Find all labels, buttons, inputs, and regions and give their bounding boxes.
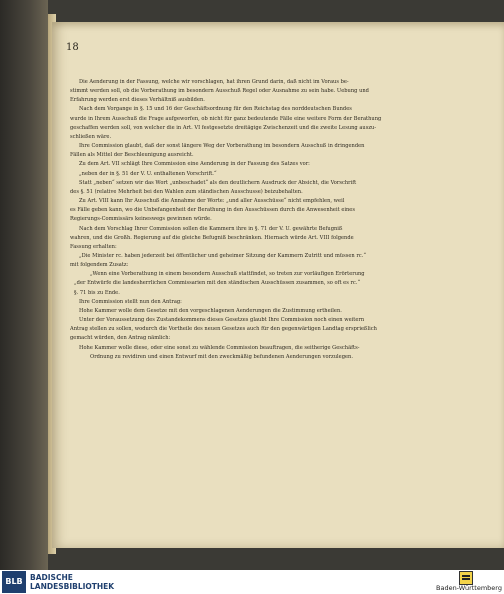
text-line: stimmt werden soll, ob die Vorberathung im besondern Ausschuß Regel oder Ausnahme zu sein habe. Uebung und [70,88,369,95]
text-line: Die Aenderung in der Fassung, welche wir vorschlagen, hat ihren Grund darin, daß nicht im Voraus be- [79,79,349,85]
library-name [30,573,114,591]
text-line: des §. 51 (relative Mehrheit bei den Wahlen zum ständischen Ausschusse) beizubehalten. [70,188,303,195]
text-line: Ordnung zu revidiren und einen Entwurf mit den zweckmäßig befundenen Aenderungen vorzulegen. [90,353,353,360]
text-line: Fällen als Mittel der Beschleunigung ausreicht. [70,152,194,159]
text-line: „Wenn eine Vorberathung in einem besondern Ausschuß stattfindet, so treten zur vorläufigen Erörterung [90,271,365,278]
text-line: „Die Minister rc. haben jederzeit bei öffentlicher und geheimer Sitzung der Kammern Zutritt und müssen rc.“ [79,252,366,259]
text-line: wurde in Ihrem Ausschuß die Frage aufgeworfen, ob nicht für ganz bedeutende Fälle eine weitere Form der Berathung [70,115,382,122]
text-line: Hohe Kammer wolle diese, oder eine sonst zu wählende Commission beauftragen, die seitherige Geschäfts- [79,344,360,351]
text-line: Unter der Voraussetzung des Zustandekommens dieses Gesetzes glaubt Ihre Commission noch einen weitern [79,317,365,324]
text-line: Ihre Commission stellt nun den Antrag: [79,298,182,305]
text-line: Zu Art. VIII kann Ihr Ausschuß die Annahme der Worte: „und aller Ausschüsse“ nicht empfehlen, weil [79,198,345,205]
blb-logo[interactable]: BLB [2,571,26,593]
text-line: wahren, und die Großh. Regierung auf die gleiche Befugniß beschränken. Hiernach würde Art. VIII folgende [70,234,354,241]
text-line: Statt „neben“ setzen wir das Wort „unbeschadet“ als den deutlichern Ausdruck der Absicht, die Vorschrift [79,179,357,186]
text-line: schließen wäre. [70,133,112,140]
text-line: Nach dem Vorschlag Ihrer Commission sollen die Kammern ihre in §. 71 der V. U. gewährte Befugniß [79,225,343,232]
text-line: Fassung erhalten: [70,243,117,250]
text-line: Antrag stellen zu sollen, wodurch die Vortheile des neuen Gesetzes auch für den gegenwärtigen Landtag ersprießlich [70,326,377,333]
library-name-line1: BADISCHE [30,573,73,582]
text-line: Nach dem Vorgange in §. 15 und 16 der Geschäftsordnung für den Reichstag des norddeutschen Bundes [79,106,352,113]
page-text [70,78,486,362]
text-line: geschaffen werden soll, von welcher die in Art. VI festgesetzte dreitägige Zwischenzeit und die zweite Lesung auszu- [70,124,377,131]
page-number: 18 [66,42,79,53]
text-line: Hohe Kammer wolle dem Gesetze mit den vorgeschlagenen Aenderungen die Zustimmung ertheilen. [79,307,342,314]
book-binding [0,0,48,570]
text-line: Erfahrung werden erst dieses Verhältniß ausbilden. [70,97,205,104]
text-line: Zu dem Art. VII schlägt Ihre Commission eine Aenderung in der Fassung des Satzes vor: [79,161,310,168]
state-crest-icon [459,571,473,585]
text-line: Regierungs-Commissärs keineswegs gewinnen würde. [70,216,212,223]
library-name-line2: LANDESBIBLIOTHEK [30,582,115,591]
text-line: mit folgendem Zusatz: [70,262,129,269]
state-name: Baden-Württemberg [436,584,502,592]
text-line: es Fälle geben kann, wo die Unbefangenheit der Berathung in den Ausschüssen durch die Anwesenheit eines [70,207,355,214]
text-line: „der Entwürfe die landesherrlichen Commissarien mit den ständischen Ausschüssen zusammen, so oft es rc.“ [74,280,361,287]
text-line: §. 71 bis zu Ende. [74,289,120,296]
text-line: gemacht würden, den Antrag nämlich: [70,335,171,342]
text-line: Ihre Commission glaubt, daß der sonst längere Weg der Vorberathung im besondern Ausschuß in dringenden [79,143,365,150]
text-line: „neben der in §. 51 der V. U. enthaltenen Vorschrift.“ [79,170,217,177]
